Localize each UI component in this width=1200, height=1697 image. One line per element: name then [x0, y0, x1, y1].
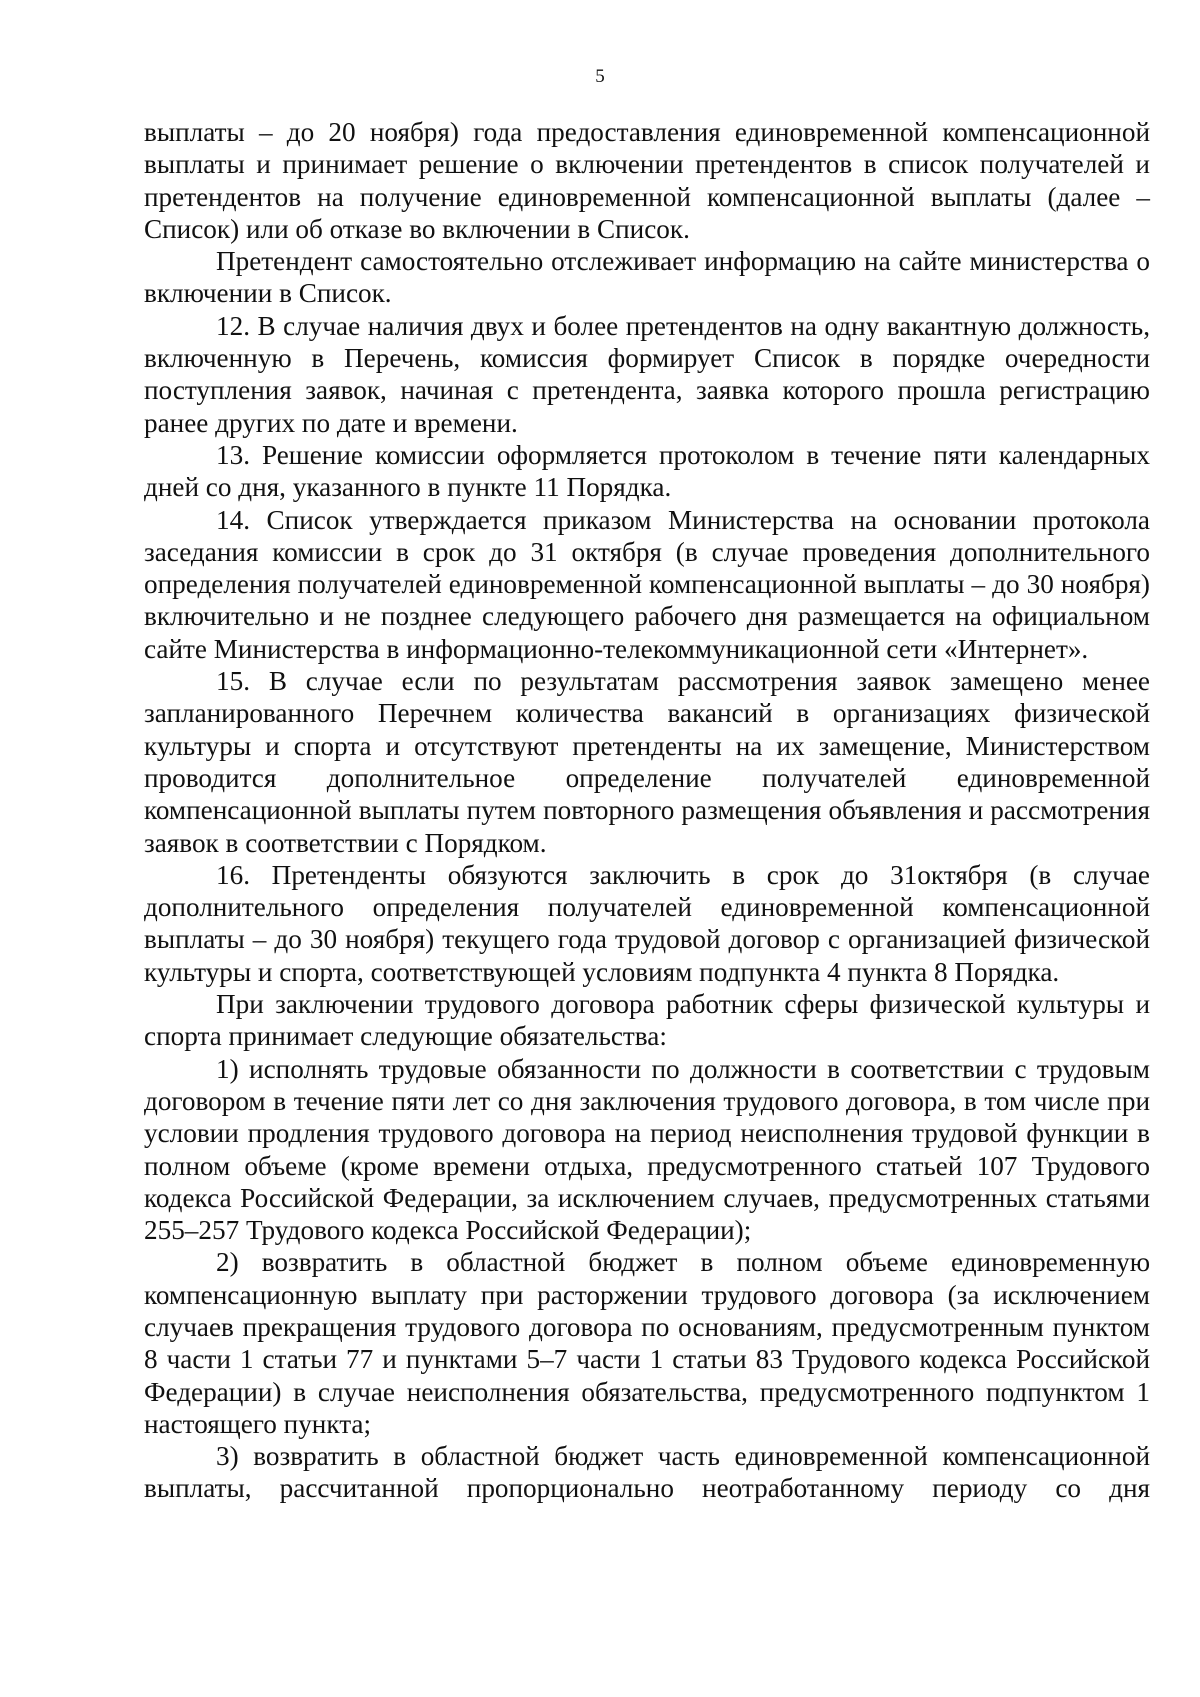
page-number: 5	[595, 66, 605, 87]
paragraph-subitem-1: 1) исполнять трудовые обязанности по должности в соответствии с трудовым договором в течение пяти лет со дня заключения трудового договора, в том числе при условии продления трудового договора на период неисполнения трудовой функции в полном объеме (кроме времени отдыха, предусмотренного статьей 107 Трудового кодекса Российской Федерации, за исключением случаев, предусмотренных статьями 255–257 Трудового кодекса Российской Федерации);	[144, 1053, 1150, 1246]
paragraph-obligations-intro: При заключении трудового договора работник сферы физической культуры и спорта принимает следующие обязательства:	[144, 989, 1150, 1052]
paragraph-subitem-3: 3) возвратить в областной бюджет часть единовременной компенсационной выплаты, рассчитанной пропорционально неотработанному периоду со дня	[144, 1441, 1150, 1504]
paragraph-item-16: 16. Претенденты обязуются заключить в срок до 31октября (в случае дополнительного определения получателей единовременной компенсационной выплаты – до 30 ноября) текущего года трудовой договор с организацией физической культуры и спорта, соответствующей условиям подпункта 4 пункта 8 Порядка.	[144, 859, 1150, 987]
paragraph-applicant-tracking: Претендент самостоятельно отслеживает информацию на сайте министерства о включении в Список.	[144, 246, 1150, 309]
document-body	[144, 116, 1150, 1505]
paragraph-continuation: выплаты – до 20 ноября) года предоставления единовременной компенсационной выплаты и принимает решение о включении претендентов в список получателей и претендентов на получение единовременной компенсационной выплаты (далее – Список) или об отказе во включении в Список.	[144, 117, 1150, 244]
paragraph-subitem-2: 2) возвратить в областной бюджет в полном объеме единовременную компенсационную выплату при расторжении трудового договора (за исключением случаев прекращения трудового договора по основаниям, предусмотренным пунктом 8 части 1 статьи 77 и пунктами 5–7 части 1 статьи 83 Трудового кодекса Российской Федерации) в случае неисполнения обязательства, предусмотренного подпунктом 1 настоящего пункта;	[144, 1247, 1150, 1439]
paragraph-item-15: 15. В случае если по результатам рассмотрения заявок замещено менее запланированного Перечнем количества вакансий в организациях физической культуры и спорта и отсутствуют претенденты на их замещение, Министерством проводится дополнительное определение получателей единовременной компенсационной выплаты путем повторного размещения объявления и рассмотрения заявок в соответствии с Порядком.	[144, 666, 1150, 858]
paragraph-item-14: 14. Список утверждается приказом Министерства на основании протокола заседания комиссии в срок до 31 октября (в случае проведения дополнительного определения получателей единовременной компенсационной выплаты – до 30 ноября) включительно и не позднее следующего рабочего дня размещается на официальном сайте Министерства в информационно-телекоммуникационной сети «Интернет».	[144, 504, 1150, 664]
paragraph-item-12: 12. В случае наличия двух и более претендентов на одну вакантную должность, включенную в Перечень, комиссия формирует Список в порядке очередности поступления заявок, начиная с претендента, заявка которого прошла регистрацию ранее других по дате и времени.	[144, 310, 1150, 438]
paragraph-item-13: 13. Решение комиссии оформляется протоколом в течение пяти календарных дней со дня, указанного в пункте 11 Порядка.	[144, 439, 1150, 503]
